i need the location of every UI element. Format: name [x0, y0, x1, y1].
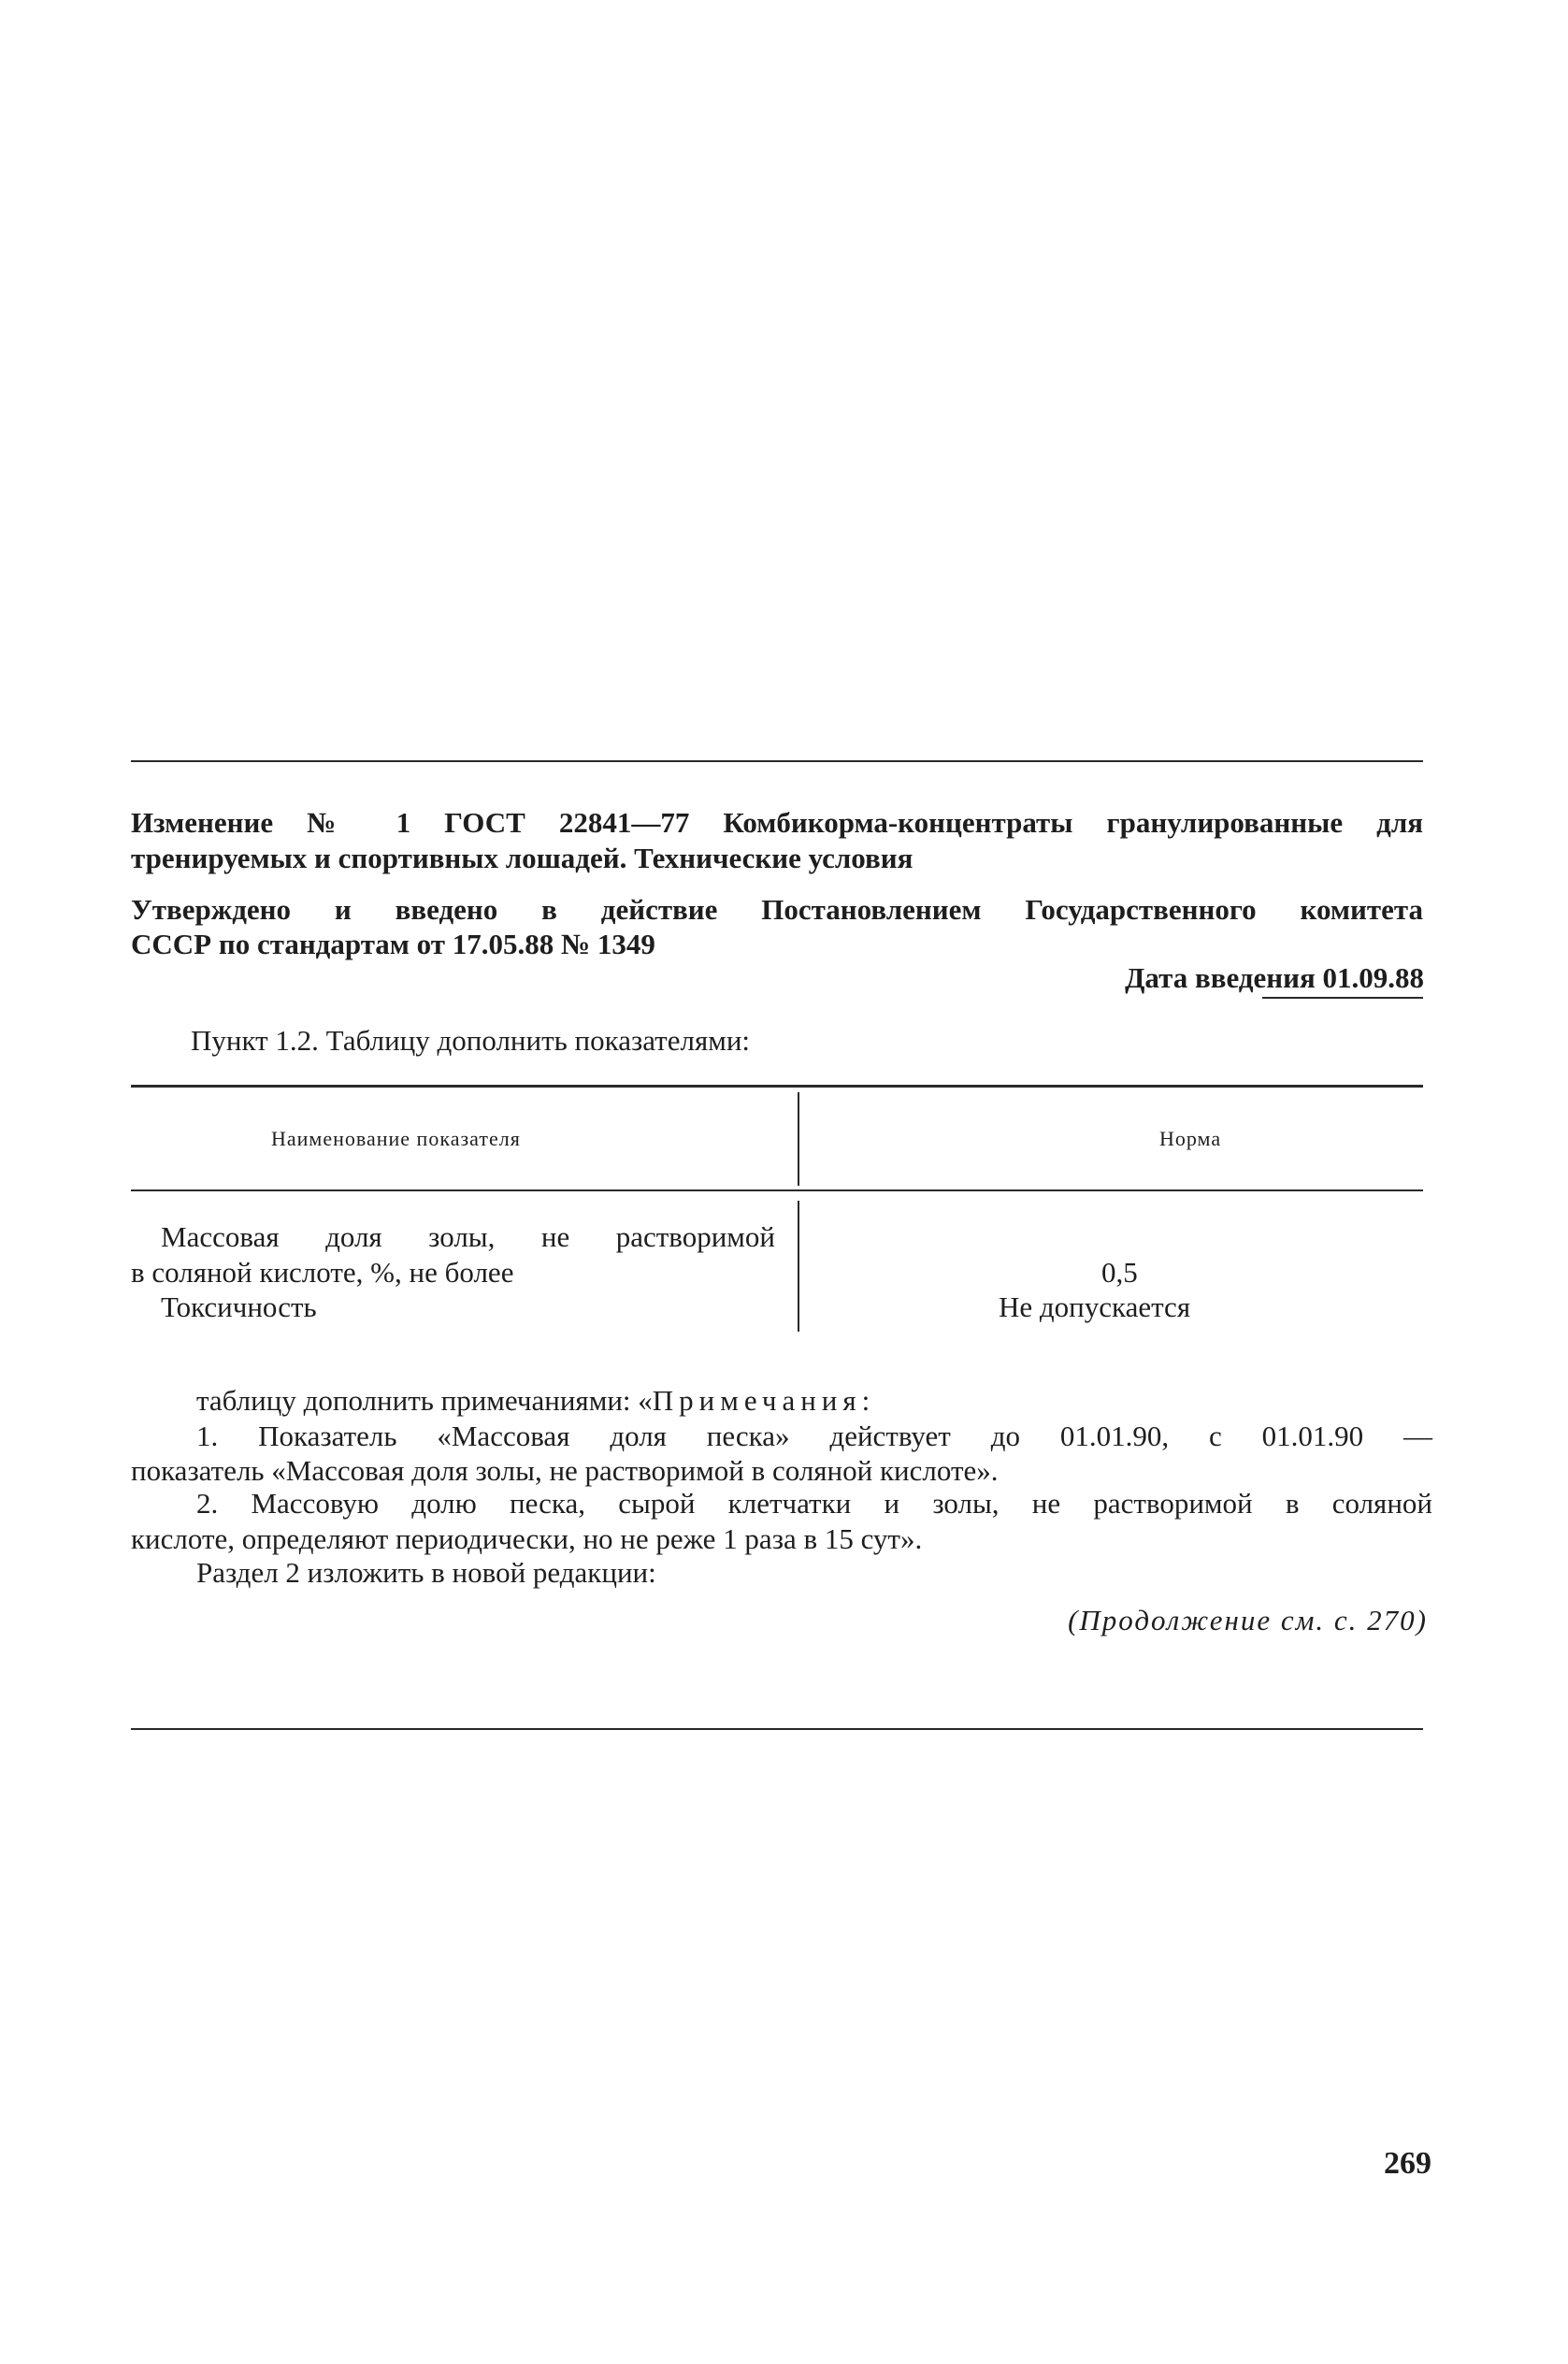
table-divider-header [798, 1092, 799, 1186]
notes-intro-word: Примечания [652, 1384, 862, 1417]
note1-line2: показатель «Массовая доля золы, не растворимой в соляной кислоте». [131, 1454, 999, 1487]
table-header-name: Наименование показателя [271, 1127, 521, 1150]
amendment-title-line1: Изменение № 1 ГОСТ 22841—77 Комбикорма-концентраты гранулированные для [131, 806, 1423, 839]
effective-date-line [1125, 961, 1424, 995]
approval-line2: СССР по стандартам от 17.05.88 № 1349 [131, 928, 655, 960]
page-number: 269 [1384, 2146, 1431, 2181]
clause-intro: Пункт 1.2. Таблицу дополнить показателями: [191, 1024, 751, 1057]
effective-date-label: Дата введения [1125, 961, 1316, 994]
notes-intro-prefix: таблицу дополнить примечаниями: « [196, 1384, 653, 1417]
table-top-rule [131, 1085, 1423, 1088]
note2-line2: кислоте, определяют периодически, но не реже 1 раза в 15 сут». [131, 1522, 923, 1555]
notes-intro-suffix: : [861, 1384, 870, 1417]
approval-line1: Утверждено и введено в действие Постановлением Государственного комитета [131, 893, 1423, 926]
table-header-rule [131, 1189, 1423, 1191]
bottom-rule [131, 1728, 1423, 1730]
note1-line1: 1. Показатель «Массовая доля песка» действует до 01.01.90, с 01.01.90 — [196, 1420, 1432, 1452]
top-rule [131, 760, 1423, 762]
table-row2-name: Токсичность [161, 1290, 317, 1323]
table-row1-name-line2: в соляной кислоте, %, не более [131, 1256, 514, 1289]
effective-date-underline [1262, 997, 1423, 999]
table-row1-value: 0,5 [1101, 1256, 1138, 1289]
table-header-norm: Норма [1159, 1127, 1222, 1150]
table-row2-value: Не допускается [999, 1290, 1191, 1323]
notes-intro [196, 1384, 870, 1418]
table-row1-name-line1: Массовая доля золы, не растворимой [161, 1220, 775, 1253]
section-instruction: Раздел 2 изложить в новой редакции: [196, 1556, 656, 1589]
effective-date-value: 01.09.88 [1322, 961, 1424, 994]
note2-line1: 2. Массовую долю песка, сырой клетчатки и золы, не растворимой в соляной [196, 1487, 1432, 1520]
continuation-note: (Продолжение см. с. 270) [1068, 1604, 1428, 1636]
amendment-title-line2: тренируемых и спортивных лошадей. Технические условия [131, 842, 913, 874]
table-divider-body [798, 1201, 799, 1332]
